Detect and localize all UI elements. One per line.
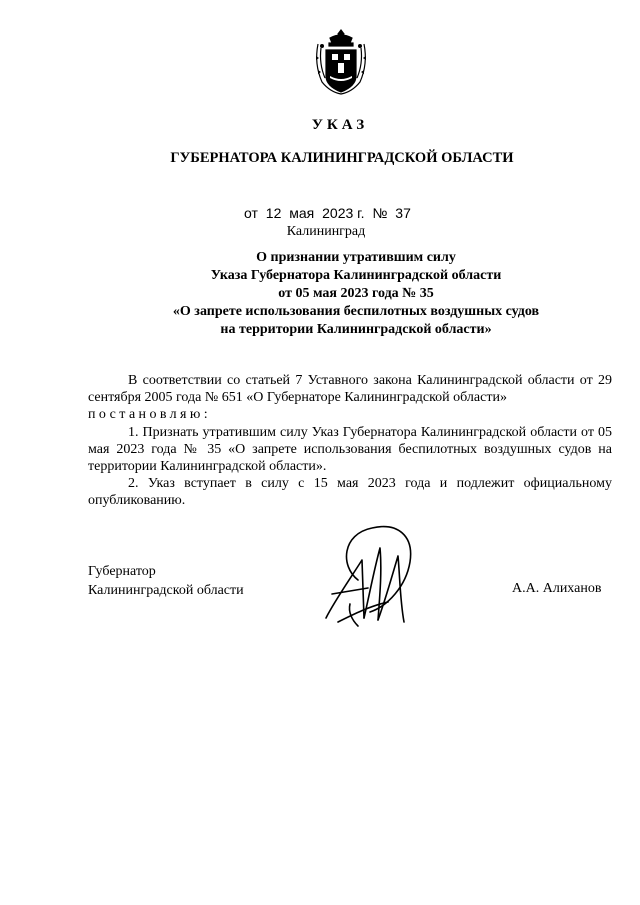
coat-of-arms-icon: [312, 26, 370, 98]
signer-position: [88, 562, 244, 600]
heading-line: от 05 мая 2023 года № 35: [278, 286, 434, 301]
heading-line: Указа Губернатора Калининградской области: [210, 268, 502, 283]
date-prefix: от: [244, 205, 258, 221]
signer-position-line: Калининградской области: [88, 583, 244, 598]
city: Калининград: [286, 224, 366, 239]
document-body: [88, 372, 612, 510]
heading-line: О признании утратившим силу: [256, 250, 456, 265]
document-number: 37: [395, 205, 411, 221]
date-month: мая: [289, 205, 315, 221]
document-issuer: ГУБЕРНАТОРА КАЛИНИНГРАДСКОЙ ОБЛАСТИ: [170, 150, 514, 166]
signer-position-line: Губернатор: [88, 564, 156, 579]
date-year: 2023 г.: [322, 205, 365, 221]
item-1: 1. Признать утратившим силу Указ Губернатора Калининградской области от 05 мая 2023 года № 35 «О запрете использования беспилотных воздушных судов на территории Калининградской области».: [88, 424, 612, 475]
signature-icon: [318, 522, 436, 630]
signer-name: А.А. Алиханов: [512, 581, 602, 596]
number-label: №: [372, 205, 388, 221]
date-line: [244, 205, 415, 221]
document-heading: [0, 249, 640, 339]
heading-line: на территории Калининградской области»: [220, 322, 492, 337]
date-day: 12: [265, 205, 282, 221]
item-2: 2. Указ вступает в силу с 15 мая 2023 года и подлежит официальному опубликованию.: [88, 476, 612, 509]
preamble: В соответствии со статьей 7 Уставного закона Калининградской области от 29 сентября 2005 года № 651 «О Губернаторе Калининградской области»: [88, 373, 612, 406]
document-title: УКАЗ: [311, 117, 369, 133]
decree-word: постановляю:: [88, 407, 212, 423]
heading-line: «О запрете использования беспилотных воздушных судов: [172, 304, 540, 319]
